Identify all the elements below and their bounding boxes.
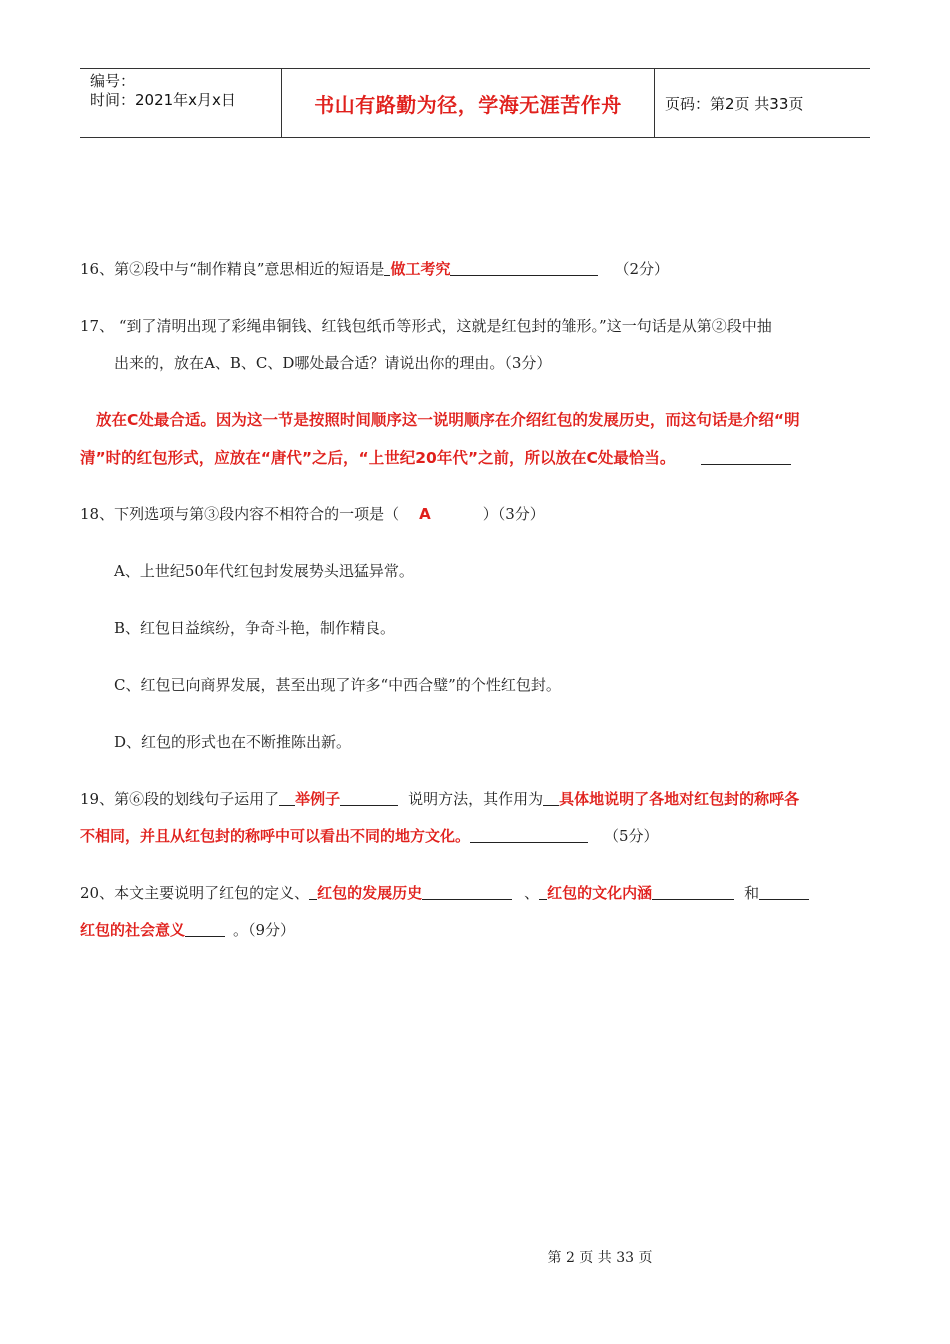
- q20-sep2: 和: [744, 884, 760, 902]
- question-19: [80, 789, 799, 809]
- q19-line2: [80, 826, 659, 846]
- q18-text-before: 18、下列选项与第③段内容不相符合的一项是（: [80, 505, 400, 523]
- q17-answer-line1: 放在C处最合适。因为这一节是按照时间顺序这一说明顺序在介绍红包的发展历史，而这句话是介绍“明: [96, 411, 800, 429]
- q18-option-d: D、红包的形式也在不断推陈出新。: [114, 733, 352, 751]
- q18-option-b: B、红包日益缤纷，争奇斗艳，制作精良。: [114, 619, 396, 637]
- q17-answer-row2: [80, 448, 791, 468]
- q19-answer2-line1: 具体地说明了各地对红包封的称呼各: [559, 790, 800, 808]
- page-label: 页码：第2页 共33页: [665, 94, 804, 113]
- q18-answer: A: [419, 505, 431, 523]
- motto: 书山有路勤为径，学海无涯苦作舟: [282, 69, 655, 137]
- q18-text-after: ）（3分）: [482, 505, 545, 523]
- q16-answer: 做工考究: [390, 260, 451, 278]
- q17-line1: 17、 “到了清明出现了彩绳串铜钱、红钱包纸币等形式，这就是红包封的雏形。”这一句话是从第②段中抽: [80, 317, 772, 335]
- header-table: [80, 68, 870, 138]
- q20-answer2: 红包的文化内涵: [547, 884, 653, 902]
- code-label: 编号：: [90, 72, 136, 90]
- q18-option-a: A、上世纪50年代红包封发展势头迅猛异常。: [114, 562, 414, 580]
- q19-answer2-line2: 不相同，并且从红包封的称呼中可以看出不同的地方文化。: [80, 827, 471, 845]
- q17-line2: 出来的，放在A、B、C、D哪处最合适？请说出你的理由。（3分）: [114, 354, 552, 372]
- question-16: [80, 259, 669, 279]
- q18-option-c: C、红包已向商界发展，甚至出现了许多“中西合璧”的个性红包封。: [114, 676, 561, 694]
- q16-points: （2分）: [614, 260, 669, 278]
- header-left-cell: [80, 69, 282, 137]
- q19-text-mid: 说明方法，其作用为: [408, 790, 544, 808]
- time-label: 时间：2021年x月x日: [90, 91, 236, 109]
- footer-page-number: 第 2 页 共 33 页: [547, 1250, 653, 1266]
- q20-answer1: 红包的发展历史: [317, 884, 423, 902]
- question-20: [80, 883, 809, 903]
- q16-text: 16、第②段中与“制作精良”意思相近的短语是: [80, 260, 385, 278]
- q20-sep1: 、: [524, 884, 540, 902]
- q19-text-before: 19、第⑥段的划线句子运用了: [80, 790, 280, 808]
- q20-text-before: 20、本文主要说明了红包的定义、: [80, 884, 310, 902]
- q19-points: （5分）: [604, 827, 659, 845]
- q19-answer1: 举例子: [295, 790, 341, 808]
- q20-text-after: 。（9分）: [233, 921, 296, 939]
- q20-line2: [80, 920, 295, 940]
- q20-answer3: 红包的社会意义: [80, 921, 186, 939]
- q17-answer-line2: 清”时的红包形式，应放在“唐代”之后，“上世纪20年代”之前，所以放在C处最恰当。: [80, 449, 676, 467]
- question-18: [80, 504, 545, 524]
